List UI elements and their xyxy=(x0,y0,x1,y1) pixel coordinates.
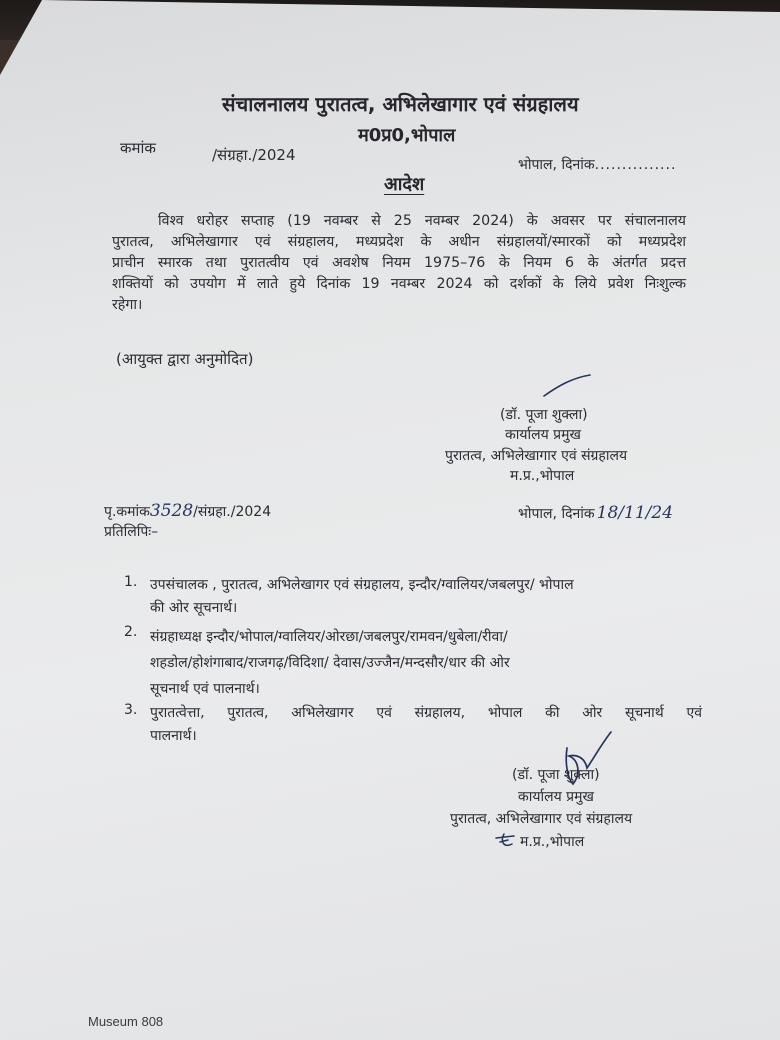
order-body xyxy=(112,211,686,316)
list-item xyxy=(150,624,510,702)
list-item xyxy=(150,574,574,620)
signatory-designation: कार्यालय प्रमुख xyxy=(518,789,594,805)
endorsement-date xyxy=(518,503,673,523)
signatory-location: म.प्र.,भोपाल xyxy=(520,834,585,850)
endorsement-ref-suffix: /संग्रहा./2024 xyxy=(193,504,272,520)
signatory-name: (डॉ. पूजा शुक्ला) xyxy=(500,407,588,423)
endorsement-date-label: भोपाल, दिनांक xyxy=(518,506,595,522)
signatory-department: पुरातत्व, अभिलेखागार एवं संग्रहालय xyxy=(450,811,633,827)
signatory-designation: कार्यालय प्रमुख xyxy=(505,427,581,443)
signatory-location: म.प्र.,भोपाल xyxy=(510,468,575,484)
file-tag: Museum 808 xyxy=(88,1014,164,1029)
signatory-department: पुरातत्व, अभिलेखागार एवं संग्रहालय xyxy=(445,448,628,464)
list-item-line: की ओर सूचनार्थ। xyxy=(150,600,238,616)
list-item xyxy=(150,702,702,748)
body-line: रहेगा। xyxy=(112,297,143,313)
list-item-line: पुरातत्वेत्ता, पुरातत्व, अभिलेखागर एवं संग्रहालय, भोपाल की ओर सूचनार्थ एवं xyxy=(150,705,702,721)
body-line: शक्तियों को उपयोग में लाते हुये दिनांक 19 नवम्बर 2024 को दर्शकों के लिये प्रवेश निःशुल्क xyxy=(112,276,686,292)
order-date xyxy=(518,155,676,174)
body-line: पुरातत्व, अभिलेखागार एवं संग्रहालय, मध्यप्रदेश के अधीन संग्रहालयों/स्मारकों को मध्यप्रदेश xyxy=(112,234,686,250)
order-number: /संग्रहा./2024 xyxy=(212,146,296,164)
order-title: आदेश xyxy=(384,174,425,195)
order-date-label: भोपाल, दिनांक xyxy=(518,157,595,173)
body-line: प्राचीन स्मारक तथा पुरातत्वीय एवं अवशेष नियम 1975–76 के नियम 6 के अंतर्गत प्रदत्त xyxy=(112,255,686,271)
endorsement-date-value: 18/11/24 xyxy=(596,503,674,523)
office-name-heading: संचालनालय पुरातत्व, अभिलेखागार एवं संग्रहालय xyxy=(222,92,579,116)
list-item-line: उपसंचालक , पुरातत्व, अभिलेखागर एवं संग्रहालय, इन्दौर/ग्वालियर/जबलपुर/ भोपाल xyxy=(150,577,574,593)
signature-stroke-1 xyxy=(540,370,600,400)
copy-to-label: प्रतिलिपिः– xyxy=(104,524,159,540)
endorsement-ref xyxy=(104,501,271,521)
list-item-number: 3. xyxy=(124,702,138,718)
approval-note: (आयुक्त द्वारा अनुमोदित) xyxy=(116,350,254,368)
initials-mark xyxy=(494,832,518,850)
list-item-number: 2. xyxy=(124,624,138,640)
list-item-line: सूचनार्थ एवं पालनार्थ। xyxy=(150,681,260,697)
list-item-line: शहडोल/होशंगाबाद/राजगढ़/विदिशा/ देवास/उज्जैन/मन्दसौर/धार की ओर xyxy=(150,655,510,671)
body-line: विश्व धरोहर सप्ताह (19 नवम्बर से 25 नवम्बर 2024) के अवसर पर संचालनालय xyxy=(158,213,686,229)
list-item-number: 1. xyxy=(124,574,138,590)
list-item-line: पालनार्थ। xyxy=(150,728,197,744)
endorsement-ref-number: 3528 xyxy=(149,501,194,521)
order-number-label: कमांक xyxy=(120,139,156,157)
office-location: म0प्र0,भोपाल xyxy=(358,125,456,146)
order-date-blank: ............... xyxy=(594,157,677,173)
signatory-name: (डॉ. पूजा शुक्ला) xyxy=(512,767,600,783)
list-item-line: संग्रहाध्यक्ष इन्दौर/भोपाल/ग्वालियर/ओरछा/जबलपुर/रामवन/धुबेला/रीवा/ xyxy=(150,629,508,645)
endorsement-ref-prefix: पृ.कमांक xyxy=(104,504,150,520)
